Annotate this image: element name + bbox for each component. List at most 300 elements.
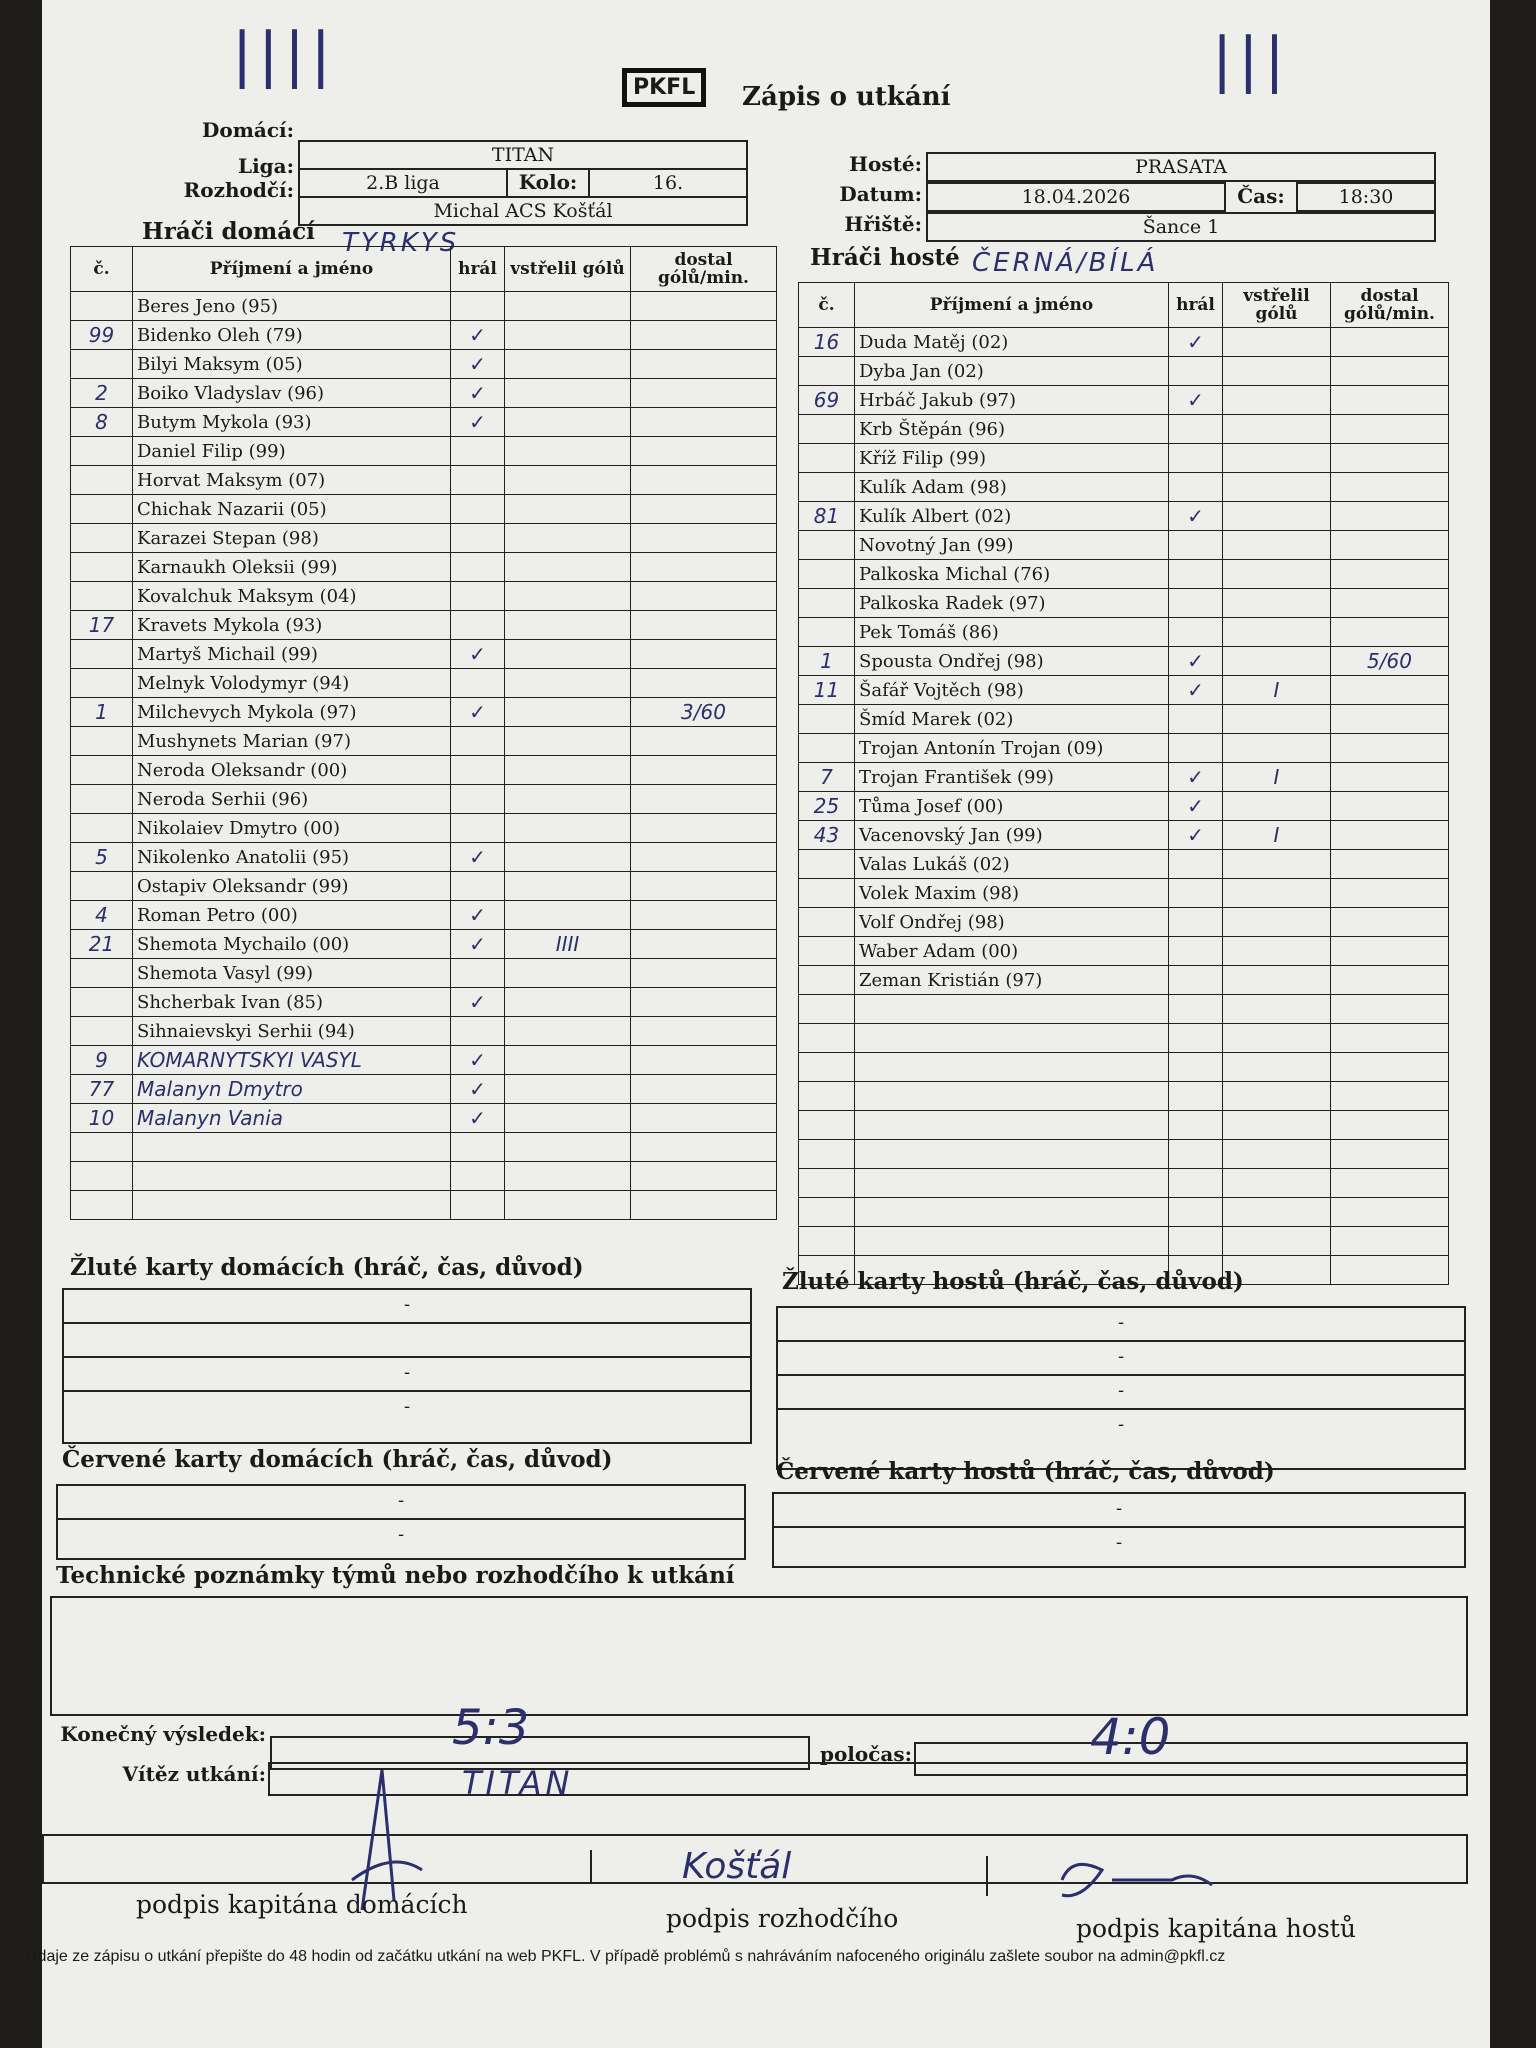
played-mark: ✓ — [451, 843, 505, 872]
card-line: - — [778, 1342, 1464, 1376]
played-mark — [1169, 444, 1223, 473]
played-mark — [1169, 415, 1223, 444]
player-number — [799, 589, 855, 618]
goals-conceded — [1331, 357, 1449, 386]
player-number — [799, 473, 855, 502]
played-mark: ✓ — [451, 350, 505, 379]
card-line: - — [64, 1358, 750, 1392]
player-number: 16 — [799, 328, 855, 357]
tally-marks-left: |||| — [232, 20, 337, 90]
player-name: Novotný Jan (99) — [855, 531, 1169, 560]
player-row — [71, 756, 777, 785]
played-mark — [451, 1191, 505, 1220]
played-mark — [1169, 879, 1223, 908]
played-mark: ✓ — [1169, 763, 1223, 792]
player-name: Dyba Jan (02) — [855, 357, 1169, 386]
player-number — [71, 350, 133, 379]
goals-conceded — [1331, 879, 1449, 908]
home-players-heading: Hráči domácí — [142, 218, 315, 245]
time-field: 18:30 — [1296, 182, 1436, 212]
goals-scored — [505, 466, 631, 495]
player-row — [71, 553, 777, 582]
player-row — [71, 872, 777, 901]
final-result-label: Konečný výsledek: — [60, 1722, 266, 1746]
player-name: Zeman Kristián (97) — [855, 966, 1169, 995]
referee-label: Rozhodčí: — [183, 178, 294, 202]
played-mark — [1169, 1024, 1223, 1053]
goals-scored — [505, 408, 631, 437]
goals-conceded — [1331, 850, 1449, 879]
home-captain-signature-label: podpis kapitána domácích — [136, 1890, 468, 1919]
card-line: - — [403, 1396, 411, 1417]
card-line: - — [58, 1486, 744, 1520]
goals-conceded — [1331, 560, 1449, 589]
player-number — [799, 1024, 855, 1053]
player-number — [799, 850, 855, 879]
played-mark — [451, 1017, 505, 1046]
player-number — [799, 1140, 855, 1169]
card-line: - — [1117, 1414, 1125, 1435]
final-score: 5:3 — [452, 1700, 530, 1756]
player-row — [71, 379, 777, 408]
goals-scored — [1223, 850, 1331, 879]
goals-conceded — [631, 408, 777, 437]
player-number: 7 — [799, 763, 855, 792]
col-name: Příjmení a jméno — [855, 283, 1169, 328]
player-name: Horvat Maksym (07) — [133, 466, 451, 495]
played-mark — [1169, 850, 1223, 879]
player-number — [71, 959, 133, 988]
player-row — [799, 908, 1449, 937]
home-team-field: TITAN — [298, 140, 748, 170]
round-label: Kolo: — [518, 170, 578, 194]
goals-conceded — [631, 1075, 777, 1104]
played-mark — [451, 611, 505, 640]
halftime-label: poločas: — [819, 1742, 912, 1766]
goals-scored — [505, 292, 631, 321]
goals-scored — [1223, 995, 1331, 1024]
goals-scored — [1223, 792, 1331, 821]
goals-conceded — [1331, 386, 1449, 415]
match-sheet — [26, 0, 1490, 2048]
player-row — [799, 531, 1449, 560]
player-name: Kravets Mykola (93) — [133, 611, 451, 640]
player-row — [71, 466, 777, 495]
away-captain-signature — [1042, 1850, 1242, 1910]
player-name: Shcherbak Ivan (85) — [133, 988, 451, 1017]
yellow-cards-home-box — [62, 1288, 752, 1444]
goals-conceded — [631, 1104, 777, 1133]
player-number — [799, 357, 855, 386]
player-row — [799, 328, 1449, 357]
red-cards-home-box — [56, 1484, 746, 1560]
played-mark: ✓ — [451, 698, 505, 727]
yellow-cards-home-heading: Žluté karty domácích (hráč, čas, důvod) — [70, 1254, 584, 1281]
goals-conceded — [1331, 1198, 1449, 1227]
player-number — [799, 1198, 855, 1227]
player-number: 4 — [71, 901, 133, 930]
player-number — [71, 437, 133, 466]
played-mark — [451, 553, 505, 582]
player-row — [71, 698, 777, 727]
goals-conceded — [631, 930, 777, 959]
player-number — [71, 495, 133, 524]
played-mark — [1169, 705, 1223, 734]
player-name: Pek Tomáš (86) — [855, 618, 1169, 647]
goals-conceded — [1331, 415, 1449, 444]
card-line: - — [1115, 1532, 1123, 1553]
home-label: Domácí: — [202, 118, 294, 142]
yellow-cards-away-heading: Žluté karty hostů (hráč, čas, důvod) — [782, 1268, 1244, 1295]
played-mark — [1169, 734, 1223, 763]
played-mark — [1169, 1111, 1223, 1140]
player-number — [71, 582, 133, 611]
played-mark: ✓ — [1169, 647, 1223, 676]
player-name: KOMARNYTSKYI VASYL — [133, 1046, 451, 1075]
player-row — [71, 843, 777, 872]
player-row — [71, 1133, 777, 1162]
player-name: Shemota Vasyl (99) — [133, 959, 451, 988]
yellow-cards-away-box — [776, 1306, 1466, 1470]
goals-scored — [1223, 1169, 1331, 1198]
player-number — [71, 1017, 133, 1046]
player-number — [71, 1133, 133, 1162]
player-name — [855, 1198, 1169, 1227]
away-captain-signature-label: podpis kapitána hostů — [1076, 1914, 1356, 1943]
player-number — [71, 1191, 133, 1220]
player-name: Nikolenko Anatolii (95) — [133, 843, 451, 872]
goals-scored — [505, 350, 631, 379]
player-name — [133, 1162, 451, 1191]
player-row — [799, 1024, 1449, 1053]
player-name: Karnaukh Oleksii (99) — [133, 553, 451, 582]
goals-scored — [1223, 444, 1331, 473]
col-scored: vstřelil gólů — [1223, 283, 1331, 328]
home-roster-table — [70, 246, 777, 1220]
pkfl-logo: PKFL — [622, 68, 706, 107]
sheet-title: Zápis o utkání — [742, 82, 951, 112]
player-name — [855, 1140, 1169, 1169]
goals-scored — [505, 524, 631, 553]
date-label: Datum: — [839, 182, 922, 206]
col-scored: vstřelil gólů — [505, 247, 631, 292]
goals-scored — [505, 872, 631, 901]
player-number: 8 — [71, 408, 133, 437]
goals-conceded — [631, 785, 777, 814]
player-number: 81 — [799, 502, 855, 531]
player-row — [799, 357, 1449, 386]
col-number: č. — [71, 247, 133, 292]
player-number — [71, 785, 133, 814]
player-row — [799, 763, 1449, 792]
player-row — [799, 618, 1449, 647]
away-players-heading: Hráči hosté — [810, 244, 960, 271]
player-row — [71, 321, 777, 350]
player-number — [799, 1169, 855, 1198]
goals-conceded — [631, 872, 777, 901]
goals-conceded — [631, 437, 777, 466]
goals-conceded — [1331, 618, 1449, 647]
goals-conceded — [631, 350, 777, 379]
player-row — [799, 589, 1449, 618]
played-mark: ✓ — [1169, 821, 1223, 850]
played-mark — [451, 292, 505, 321]
played-mark: ✓ — [451, 901, 505, 930]
player-number: 11 — [799, 676, 855, 705]
player-number: 99 — [71, 321, 133, 350]
goals-scored — [505, 901, 631, 930]
player-number — [799, 705, 855, 734]
goals-scored — [505, 843, 631, 872]
goals-scored: I — [1223, 821, 1331, 850]
home-captain-signature — [322, 1760, 442, 1950]
player-row — [71, 901, 777, 930]
goals-conceded — [1331, 328, 1449, 357]
goals-scored: I — [1223, 763, 1331, 792]
player-number: 43 — [799, 821, 855, 850]
player-number: 69 — [799, 386, 855, 415]
player-number — [799, 618, 855, 647]
goals-conceded — [631, 1162, 777, 1191]
played-mark — [451, 959, 505, 988]
player-name: Trojan František (99) — [855, 763, 1169, 792]
goals-scored — [1223, 1227, 1331, 1256]
player-number — [71, 1162, 133, 1191]
goals-scored — [1223, 415, 1331, 444]
goals-scored — [505, 1191, 631, 1220]
player-row — [799, 1082, 1449, 1111]
played-mark — [451, 1162, 505, 1191]
player-row — [799, 995, 1449, 1024]
card-line: - — [774, 1494, 1464, 1528]
player-number — [71, 292, 133, 321]
goals-scored — [505, 988, 631, 1017]
player-name: Valas Lukáš (02) — [855, 850, 1169, 879]
away-roster-table — [798, 282, 1449, 1285]
field-label: Hřiště: — [844, 212, 922, 236]
winner-label: Vítěz utkání: — [122, 1762, 266, 1786]
player-row — [799, 821, 1449, 850]
col-conceded: dostal gólů/min. — [1331, 283, 1449, 328]
player-name: Malanyn Dmytro — [133, 1075, 451, 1104]
card-line — [64, 1324, 750, 1358]
player-row — [799, 1140, 1449, 1169]
played-mark — [1169, 357, 1223, 386]
goals-scored — [505, 1104, 631, 1133]
away-roster-header — [799, 283, 1449, 328]
goals-conceded — [631, 843, 777, 872]
played-mark: ✓ — [451, 640, 505, 669]
goals-scored — [505, 959, 631, 988]
goals-scored — [505, 756, 631, 785]
goals-scored — [505, 727, 631, 756]
player-row — [71, 640, 777, 669]
goals-scored — [505, 1133, 631, 1162]
goals-scored — [505, 611, 631, 640]
goals-conceded — [1331, 908, 1449, 937]
played-mark — [1169, 937, 1223, 966]
goals-conceded — [631, 1133, 777, 1162]
played-mark — [451, 727, 505, 756]
goals-scored — [1223, 589, 1331, 618]
played-mark — [1169, 473, 1223, 502]
player-name — [855, 1227, 1169, 1256]
played-mark — [1169, 560, 1223, 589]
player-number — [71, 814, 133, 843]
player-number: 10 — [71, 1104, 133, 1133]
player-number — [799, 1053, 855, 1082]
goals-conceded — [631, 669, 777, 698]
player-name: Šafář Vojtěch (98) — [855, 676, 1169, 705]
player-row — [71, 408, 777, 437]
goals-conceded — [1331, 531, 1449, 560]
goals-conceded — [631, 727, 777, 756]
guest-team-field: PRASATA — [926, 152, 1436, 182]
goals-conceded — [631, 1046, 777, 1075]
player-name: Kulík Albert (02) — [855, 502, 1169, 531]
goals-scored — [1223, 647, 1331, 676]
goals-conceded — [1331, 1140, 1449, 1169]
player-row — [71, 1046, 777, 1075]
goals-scored — [1223, 1140, 1331, 1169]
played-mark — [451, 582, 505, 611]
player-number — [799, 879, 855, 908]
player-number — [799, 415, 855, 444]
goals-scored — [1223, 560, 1331, 589]
goals-conceded — [1331, 444, 1449, 473]
goals-conceded — [1331, 995, 1449, 1024]
goals-scored — [1223, 1024, 1331, 1053]
player-number — [71, 640, 133, 669]
goals-conceded — [1331, 676, 1449, 705]
played-mark — [1169, 589, 1223, 618]
goals-conceded — [631, 640, 777, 669]
player-number — [71, 756, 133, 785]
player-number — [799, 995, 855, 1024]
player-row — [71, 495, 777, 524]
goals-scored — [505, 379, 631, 408]
signature-divider — [986, 1856, 988, 1896]
player-name: Kovalchuk Maksym (04) — [133, 582, 451, 611]
league-field: 2.B liga — [298, 168, 508, 198]
player-number — [71, 553, 133, 582]
player-name: Milchevych Mykola (97) — [133, 698, 451, 727]
goals-conceded — [1331, 1169, 1449, 1198]
goals-conceded — [631, 959, 777, 988]
player-row — [799, 1198, 1449, 1227]
player-row — [799, 850, 1449, 879]
player-name: Chichak Nazarii (05) — [133, 495, 451, 524]
goals-conceded: 3/60 — [631, 698, 777, 727]
goals-conceded — [1331, 502, 1449, 531]
red-cards-away-heading: Červené karty hostů (hráč, čas, důvod) — [776, 1458, 1275, 1485]
goals-conceded — [631, 553, 777, 582]
goals-conceded — [1331, 589, 1449, 618]
player-row — [71, 959, 777, 988]
player-name: Volf Ondřej (98) — [855, 908, 1169, 937]
player-row — [799, 502, 1449, 531]
player-number — [799, 966, 855, 995]
footer-note: Údaje ze zápisu o utkání přepište do 48 hodin od začátku utkání na web PKFL. V případě problémů s nahráváním nafoceného originálu zašlete soubor na admin@pkfl.cz — [26, 1948, 1226, 1965]
player-number: 25 — [799, 792, 855, 821]
player-name: Daniel Filip (99) — [133, 437, 451, 466]
goals-scored — [1223, 966, 1331, 995]
played-mark — [451, 495, 505, 524]
played-mark — [1169, 995, 1223, 1024]
player-row — [799, 1053, 1449, 1082]
player-name — [855, 1169, 1169, 1198]
player-name — [855, 1111, 1169, 1140]
goals-conceded — [1331, 473, 1449, 502]
goals-scored — [505, 1046, 631, 1075]
player-number: 21 — [71, 930, 133, 959]
player-name: Sihnaievskyi Serhii (94) — [133, 1017, 451, 1046]
goals-scored — [505, 698, 631, 727]
player-name: Palkoska Radek (97) — [855, 589, 1169, 618]
goals-conceded — [1331, 1256, 1449, 1285]
round-field: 16. — [588, 168, 748, 198]
player-name: Nikolaiev Dmytro (00) — [133, 814, 451, 843]
player-name: Vacenovský Jan (99) — [855, 821, 1169, 850]
player-name: Martyš Michail (99) — [133, 640, 451, 669]
home-roster-header — [71, 247, 777, 292]
played-mark: ✓ — [1169, 676, 1223, 705]
player-row — [71, 350, 777, 379]
player-number — [799, 734, 855, 763]
player-row — [71, 727, 777, 756]
goals-conceded — [1331, 821, 1449, 850]
goals-scored — [1223, 328, 1331, 357]
goals-scored — [505, 321, 631, 350]
player-row — [71, 785, 777, 814]
goals-conceded — [631, 524, 777, 553]
player-row — [71, 814, 777, 843]
signature-divider — [590, 1850, 592, 1884]
notes-heading: Technické poznámky týmů nebo rozhodčího k utkání — [56, 1562, 735, 1589]
player-row — [799, 792, 1449, 821]
goals-conceded — [631, 1191, 777, 1220]
goals-scored — [505, 669, 631, 698]
goals-scored — [1223, 473, 1331, 502]
goals-conceded — [1331, 705, 1449, 734]
goals-scored — [1223, 1111, 1331, 1140]
played-mark: ✓ — [1169, 386, 1223, 415]
player-name: Karazei Stepan (98) — [133, 524, 451, 553]
player-number — [799, 531, 855, 560]
played-mark: ✓ — [451, 1075, 505, 1104]
player-name: Neroda Oleksandr (00) — [133, 756, 451, 785]
col-number: č. — [799, 283, 855, 328]
player-row — [71, 611, 777, 640]
played-mark — [451, 466, 505, 495]
goals-conceded — [631, 466, 777, 495]
player-row — [799, 1227, 1449, 1256]
goals-scored — [505, 437, 631, 466]
played-mark: ✓ — [451, 321, 505, 350]
player-row — [71, 1191, 777, 1220]
goals-conceded — [631, 814, 777, 843]
player-row — [799, 415, 1449, 444]
played-mark — [1169, 1053, 1223, 1082]
player-number — [799, 444, 855, 473]
player-name: Bilyi Maksym (05) — [133, 350, 451, 379]
goals-scored — [1223, 1198, 1331, 1227]
guests-label: Hosté: — [849, 152, 922, 176]
goals-scored — [1223, 937, 1331, 966]
goals-conceded — [1331, 792, 1449, 821]
col-played: hrál — [1169, 283, 1223, 328]
goals-scored — [505, 553, 631, 582]
